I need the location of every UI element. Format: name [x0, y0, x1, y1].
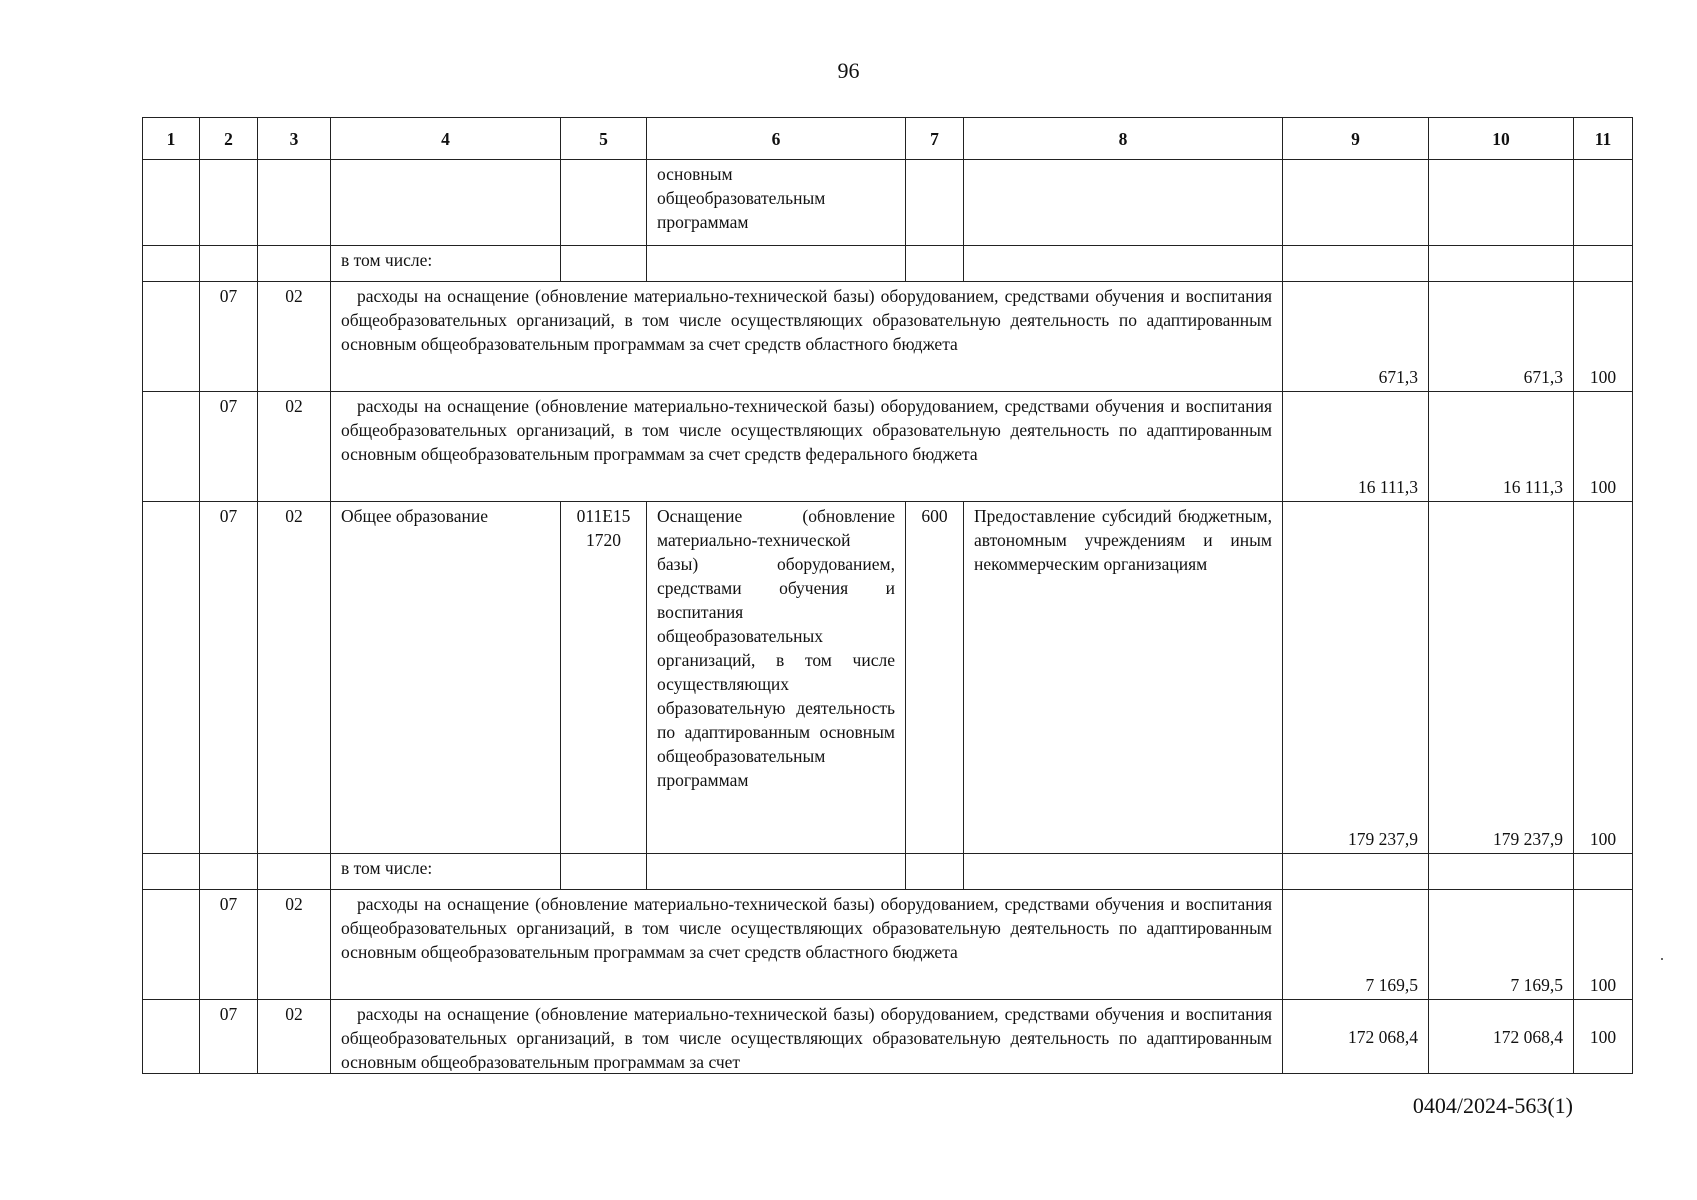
expense-description: расходы на оснащение (обновление материально-технической базы) оборудованием, средствами обучения и воспитания общеобразовательных организаций, в том числе осуществляющих образовательную деятельность по адаптированным основным общеобразовательным программам за счет средств федерального бюджета: [331, 392, 1283, 502]
table-row: [143, 854, 1633, 890]
column-header: 5: [561, 118, 647, 160]
plan-amount: 179 237,9: [1283, 502, 1429, 854]
execution-percent: 100: [1574, 282, 1633, 392]
table-row: [143, 1000, 1633, 1074]
actual-amount: 179 237,9: [1429, 502, 1574, 854]
event-name-cell: Оснащение (обновление материально-технической базы) оборудованием, средствами обучения и воспитания общеобразовательных организаций, в том числе осуществляющих образовательную деятельность по адаптированным основным общеобразовательным программам: [647, 502, 906, 854]
execution-percent: 100: [1574, 502, 1633, 854]
plan-amount: 7 169,5: [1283, 890, 1429, 1000]
actual-amount: 16 111,3: [1429, 392, 1574, 502]
column-header: 4: [331, 118, 561, 160]
execution-percent: 100: [1574, 392, 1633, 502]
actual-amount: 172 068,4: [1429, 1000, 1574, 1074]
including-label: в том числе:: [331, 246, 561, 282]
column-header: 9: [1283, 118, 1429, 160]
subsection-code: 02: [258, 282, 331, 392]
plan-amount: 671,3: [1283, 282, 1429, 392]
subsection-code: 02: [258, 392, 331, 502]
table-row: [143, 502, 1633, 854]
table-row: [143, 246, 1633, 282]
actual-amount: 7 169,5: [1429, 890, 1574, 1000]
column-header: 6: [647, 118, 906, 160]
column-header: 8: [964, 118, 1283, 160]
plan-amount: 172 068,4: [1283, 1000, 1429, 1074]
column-header: 1: [143, 118, 200, 160]
cell-text: основным общеобразовательным программам: [657, 164, 826, 232]
subsection-code: 02: [258, 1000, 331, 1074]
section-code: 07: [200, 282, 258, 392]
target-code: [561, 502, 647, 854]
section-code: 07: [200, 1000, 258, 1074]
target-code-line1: 011Е15: [576, 506, 631, 526]
table-row: [143, 160, 1633, 246]
column-header: 11: [1574, 118, 1633, 160]
execution-percent: 100: [1574, 890, 1633, 1000]
expense-description: расходы на оснащение (обновление материально-технической базы) оборудованием, средствами обучения и воспитания общеобразовательных организаций, в том числе осуществляющих образовательную деятельность по адаптированным основным общеобразовательным программам за счет средств областного бюджета: [331, 282, 1283, 392]
execution-percent: 100: [1574, 1000, 1633, 1074]
budget-table: [142, 117, 1633, 1074]
program-name: Общее образование: [331, 502, 561, 854]
table-row: [143, 282, 1633, 392]
column-header: 2: [200, 118, 258, 160]
actual-amount: 671,3: [1429, 282, 1574, 392]
subsection-code: 02: [258, 890, 331, 1000]
section-code: 07: [200, 392, 258, 502]
column-header: 3: [258, 118, 331, 160]
target-code-line2: 1720: [586, 530, 621, 550]
plan-amount: 16 111,3: [1283, 392, 1429, 502]
expense-description: [331, 1000, 1283, 1074]
expense-description: расходы на оснащение (обновление материально-технической базы) оборудованием, средствами обучения и воспитания общеобразовательных организаций, в том числе осуществляющих образовательную деятельность по адаптированным основным общеобразовательным программам за счет средств областного бюджета: [331, 890, 1283, 1000]
table-row: [143, 392, 1633, 502]
table-header-row: [143, 118, 1633, 160]
column-header: 7: [906, 118, 964, 160]
cell-text: расходы на оснащение (обновление материально-технической базы) оборудованием, средствами обучения и воспитания общеобразовательных организаций, в том числе осуществляющих образовательную деятельность по адаптированным основным общеобразовательным программам за счет: [341, 1004, 1272, 1071]
subsection-code: 02: [258, 502, 331, 854]
expense-type-code: 600: [906, 502, 964, 854]
event-name-cell: [647, 160, 906, 246]
section-code: 07: [200, 890, 258, 1000]
document-number: 0404/2024-563(1): [1412, 1093, 1573, 1118]
section-code: 07: [200, 502, 258, 854]
including-label: в том числе:: [331, 854, 561, 890]
scan-speck: [1661, 958, 1663, 960]
column-header: 10: [1429, 118, 1574, 160]
page-number: 96: [837, 58, 860, 83]
expense-type-name: Предоставление субсидий бюджетным, автономным учреждениям и иным некоммерческим организациям: [964, 502, 1283, 854]
table-row: [143, 890, 1633, 1000]
